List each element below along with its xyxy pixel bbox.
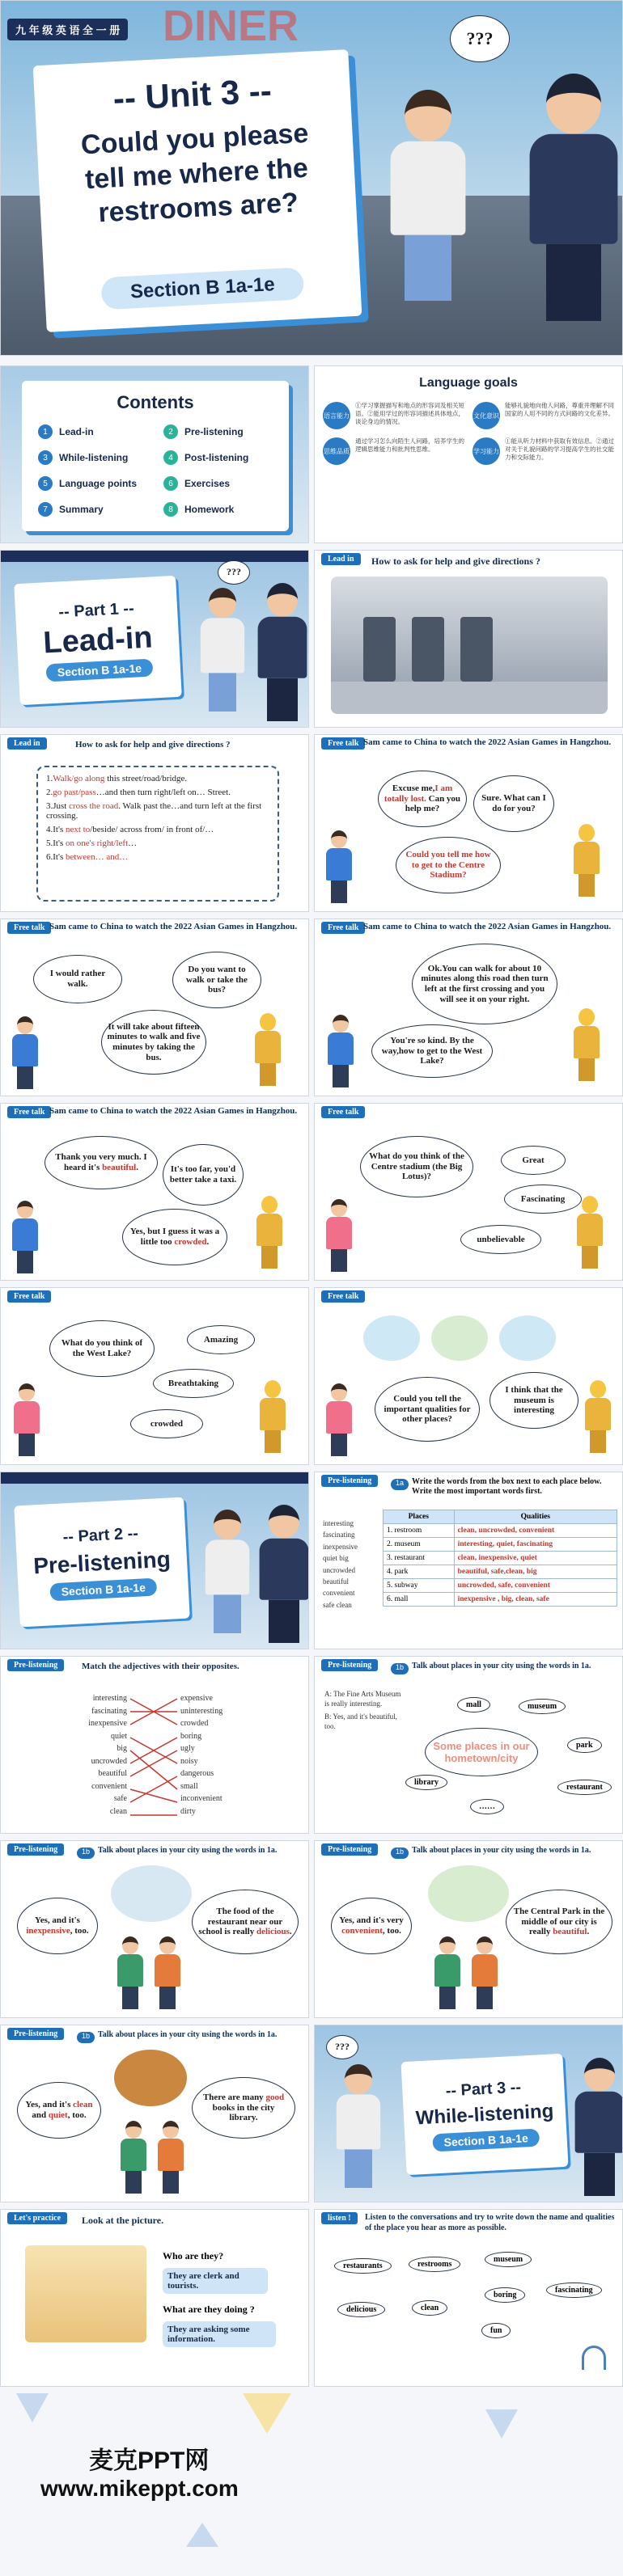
contents-label: Language points xyxy=(59,478,137,489)
ab-dialogue: A: The Fine Arts Museum is really interesting. B: Yes, and it's beautiful, too. xyxy=(324,1690,401,1731)
speech-bubble: Fascinating xyxy=(504,1185,582,1214)
goal-card xyxy=(323,402,464,429)
cover-title-card xyxy=(33,49,362,332)
goal-text: 能够礼貌地向他人问路，尊重并理解不同国家的人用不同的方式问路的文化差异。 xyxy=(505,402,614,418)
freetalk-slide-1 xyxy=(314,734,623,912)
police-figure xyxy=(252,583,309,721)
directions-box xyxy=(36,766,279,902)
word-chip: boring xyxy=(485,2287,525,2303)
girl-figure xyxy=(381,90,475,301)
goal-text: 通过学习怎么向陌生人问路，培养学生的逻辑思维能力和批判性思维。 xyxy=(355,437,464,454)
question-2: What are they doing ? xyxy=(163,2304,255,2315)
look-picture-slide xyxy=(0,2209,309,2387)
slide-tag: listen ! xyxy=(321,2212,358,2224)
student-figure xyxy=(468,1936,501,2009)
speech-bubble: I think that the museum is interesting xyxy=(490,1372,578,1429)
student-figure xyxy=(155,2121,187,2194)
word-chip: delicious xyxy=(337,2302,385,2317)
speech-bubble: I would rather walk. xyxy=(33,955,122,1003)
goals-title: Language goals xyxy=(419,376,518,390)
direction-line: 2.go past/pass…and then turn right/left on… Street. xyxy=(46,788,231,797)
contents-item[interactable] xyxy=(163,502,289,517)
left-words: interesting fascinating inexpensive quiet big uncrowded beautiful convenient safe clean xyxy=(88,1694,127,1816)
part3-slide xyxy=(314,2025,623,2202)
word-chip: restaurants xyxy=(334,2258,392,2274)
place-chip: restaurant xyxy=(557,1780,612,1795)
goal-head: 语言能力 xyxy=(323,402,350,429)
speech-bubble: crowded xyxy=(130,1409,203,1438)
goal-card xyxy=(323,437,464,465)
girl-figure xyxy=(331,2064,386,2188)
speech-bubble: Do you want to walk or take the bus? xyxy=(172,952,261,1008)
girl-figure xyxy=(195,588,250,712)
museum-icon xyxy=(431,1315,488,1361)
cover-question: Could you please tell me where the restrooms are? xyxy=(80,117,310,229)
top-banner xyxy=(1,1472,308,1484)
slide-tag: Let's practice xyxy=(7,2212,67,2224)
tourist-figure xyxy=(9,1201,41,1273)
table-row: 6. mall inexpensive , big, clean, safe xyxy=(384,1593,617,1607)
direction-line: 1.Walk/go along this street/road/bridge. xyxy=(46,774,188,783)
part-name: While-listening xyxy=(415,2100,554,2129)
table-row: 5. subway uncrowded, safe, convenient xyxy=(384,1579,617,1593)
talk-restaurant-slide xyxy=(0,1840,309,2018)
contents-item[interactable] xyxy=(38,450,163,465)
goal-head: 文化意识 xyxy=(473,402,500,429)
speech-bubble: Sure. What can I do for you? xyxy=(473,775,554,832)
part-card xyxy=(14,576,182,705)
restaurant-illustration xyxy=(111,1865,192,1922)
headphones-icon xyxy=(582,2346,606,2370)
place-chip: library xyxy=(405,1775,447,1790)
slide-tag: Pre-listening xyxy=(321,1843,378,1856)
goal-head: 思维品质 xyxy=(323,437,350,465)
place-chip: …… xyxy=(470,1799,504,1814)
slide-tag: Lead in xyxy=(321,553,361,565)
contents-num: 5 xyxy=(38,476,53,491)
goals-slide xyxy=(314,365,623,543)
slide-tag: Free talk xyxy=(321,1106,365,1118)
mascot-figure xyxy=(256,1380,289,1453)
place-icons xyxy=(363,1315,556,1361)
speech-bubble: Breathtaking xyxy=(153,1369,234,1398)
speech-bubble: There are many good books in the city library. xyxy=(192,2077,295,2139)
goal-text: ①能从听力材料中获取有效信息。②通过对关于礼貌问路的学习提高学生的社交能力和交际能力。 xyxy=(505,437,614,462)
part-number: -- Part 3 -- xyxy=(445,2078,522,2100)
slide-tag: Pre-listening xyxy=(321,1659,378,1671)
slide-title: Talk about places in your city using the words in 1a. xyxy=(98,2030,278,2039)
student-figure xyxy=(151,1936,184,2009)
tourist-figure xyxy=(324,1015,357,1087)
slide-tag: Free talk xyxy=(321,737,365,750)
contents-label: Summary xyxy=(59,504,104,515)
speech-bubble: Yes, but I guess it was a little too crowded. xyxy=(122,1209,227,1265)
part-name: Pre-listening xyxy=(32,1546,172,1578)
listen-slide xyxy=(314,2209,623,2387)
park-icon xyxy=(499,1315,556,1361)
task-number: 1a xyxy=(391,1479,409,1490)
speech-bubble: Could you tell the important qualities for other places? xyxy=(375,1377,480,1442)
mindmap-center: Some places in our hometown/city xyxy=(425,1728,538,1776)
word-chip: restrooms xyxy=(409,2257,460,2272)
match-slide xyxy=(0,1656,309,1834)
student-figure xyxy=(431,1936,464,2009)
slide-title: Look at the picture. xyxy=(82,2215,164,2226)
slide-title: How to ask for help and give directions ? xyxy=(371,555,540,567)
task-instruction: Write the words from the box next to each place below. Write the most important words first. xyxy=(412,1477,602,1496)
section-button: Section B 1a-1e xyxy=(100,267,304,310)
mascot-figure xyxy=(570,1008,603,1081)
place-chip: park xyxy=(567,1738,602,1753)
freetalk-slide-7 xyxy=(314,1287,623,1465)
direction-line: 3.Just cross the road. Walk past the…and turn left at the first crossing. xyxy=(46,801,262,821)
contents-item[interactable] xyxy=(163,450,289,465)
tourist-figure xyxy=(323,830,355,903)
part1-slide xyxy=(0,550,309,728)
top-banner xyxy=(1,551,308,562)
stadium-icon xyxy=(363,1315,420,1361)
freetalk-slide-3 xyxy=(314,918,623,1096)
teacher-figure xyxy=(11,1383,43,1456)
brand-name: 麦克PPT网 xyxy=(89,2447,210,2474)
slide-title: Sam came to China to watch the 2022 Asian Games in Hangzhou. xyxy=(363,922,612,931)
contents-num: 4 xyxy=(163,450,178,465)
direction-line: 5.It's on one's right/left… xyxy=(46,838,138,848)
contents-num: 8 xyxy=(163,502,178,517)
park-illustration xyxy=(428,1865,509,1922)
slide-tag: Pre-listening xyxy=(7,1659,64,1671)
contents-item[interactable] xyxy=(163,424,289,439)
speech-bubble: You're so kind. By the way,how to get to the West Lake? xyxy=(371,1024,493,1078)
part-card xyxy=(400,2054,568,2175)
footer xyxy=(0,2393,623,2576)
mascot-figure xyxy=(582,1380,614,1453)
speech-bubble: It's too far, you'd better take a taxi. xyxy=(163,1144,244,1206)
contents-num: 1 xyxy=(38,424,53,439)
student-figure xyxy=(114,1936,146,2009)
speech-bubble: What do you think of the Centre stadium (the Big Lotus)? xyxy=(360,1136,473,1197)
teacher-figure xyxy=(323,1199,355,1272)
speech-bubble: The food of the restaurant near our school is really delicious. xyxy=(192,1890,299,1954)
slide-tag: Free talk xyxy=(7,922,51,934)
contents-label: Post-listening xyxy=(184,452,249,463)
part-name: Lead-in xyxy=(42,620,154,661)
speech-bubble: Excuse me,I am totally lost. Can you help me? xyxy=(378,771,467,827)
speech-bubble: Amazing xyxy=(187,1325,255,1354)
speech-bubble: unbelievable xyxy=(460,1225,541,1254)
right-words: expensive uninteresting crowded boring ugly noisy dangerous small inconvenient dirty xyxy=(180,1694,223,1816)
slide-tag: Free talk xyxy=(7,1290,51,1303)
place-chip: mall xyxy=(457,1697,490,1712)
contents-label: Exercises xyxy=(184,478,231,489)
slide-title: How to ask for help and give directions ? xyxy=(75,740,231,750)
task-number: 1b xyxy=(391,1663,409,1674)
slide-tag: Free talk xyxy=(321,922,365,934)
contents-title: Contents xyxy=(117,392,194,412)
part-section: Section B 1a-1e xyxy=(45,659,153,682)
slide-tag: Lead in xyxy=(7,737,47,750)
library-illustration xyxy=(114,2050,187,2106)
part2-slide xyxy=(0,1472,309,1649)
task-number: 1b xyxy=(77,1848,95,1859)
part-number: -- Part 1 -- xyxy=(57,599,135,622)
speech-bubble: Great xyxy=(501,1146,566,1175)
speech-bubble: Yes, and it's inexpensive, too. xyxy=(17,1898,98,1954)
contents-label: Lead-in xyxy=(59,426,94,437)
speech-bubble: Could you tell me how to get to the Centre Stadium? xyxy=(396,837,501,893)
part-card xyxy=(14,1497,190,1628)
brand-url[interactable]: www.mikeppt.com xyxy=(40,2476,239,2501)
mascot-figure xyxy=(253,1196,286,1269)
slide-title: Sam came to China to watch the 2022 Asian Games in Hangzhou. xyxy=(49,922,298,931)
contents-item[interactable] xyxy=(163,476,289,491)
goal-card xyxy=(473,402,614,429)
table-row: 3. restaurant clean, inexpensive, quiet xyxy=(384,1552,617,1565)
answer-2: They are asking some information. xyxy=(163,2321,276,2347)
word-box: interesting fascinating inexpensive quiet big uncrowded beautiful convenient safe clean xyxy=(323,1519,358,1609)
mascot-figure xyxy=(252,1013,284,1086)
contents-num: 6 xyxy=(163,476,178,491)
speech-bubble: Thank you very much. I heard it's beautiful. xyxy=(44,1136,158,1189)
slide-title: Match the adjectives with their opposites. xyxy=(82,1662,239,1671)
speech-bubble: Yes, and it's very convenient, too. xyxy=(331,1898,412,1954)
talk-mindmap-slide xyxy=(314,1656,623,1834)
police-figure xyxy=(253,1505,309,1643)
slide-title: Talk about places in your city using the words in 1a. xyxy=(412,1846,591,1855)
speech-bubble: Ok.You can walk for about 10 minutes along this road then turn left at the first crossing and you will see it on your right. xyxy=(412,944,557,1024)
slide-tag: Free talk xyxy=(321,1290,365,1303)
table-row: 4. park beautiful, safe,clean, big xyxy=(384,1565,617,1579)
contents-grid xyxy=(38,424,289,517)
table-row: 2. museum interesting, quiet, fascinating xyxy=(384,1538,617,1552)
task-number: 1b xyxy=(77,2032,95,2043)
police-figure xyxy=(519,74,623,321)
speech-bubble: What do you think of the West Lake? xyxy=(49,1320,155,1377)
question-bubble: ??? xyxy=(218,560,250,585)
table-row: 1. restroom clean, uncrowded, convenient xyxy=(384,1524,617,1538)
contents-num: 2 xyxy=(163,424,178,439)
police-figure xyxy=(569,2058,623,2196)
slide-title: Sam came to China to watch the 2022 Asian Games in Hangzhou. xyxy=(49,1106,298,1116)
slide-title: Talk about places in your city using the words in 1a. xyxy=(412,1662,591,1670)
freetalk-slide-5 xyxy=(314,1103,623,1281)
student-figure xyxy=(117,2121,150,2194)
contents-num: 7 xyxy=(38,502,53,517)
contents-label: Homework xyxy=(184,504,235,515)
word-chip: clean xyxy=(412,2300,447,2316)
freetalk-slide-6 xyxy=(0,1287,309,1465)
speech-bubble: It will take about fifteen minutes to walk and five minutes by taking the bus. xyxy=(101,1010,206,1075)
goals-grid xyxy=(323,402,614,465)
direction-line: 6.It's between… and… xyxy=(46,852,129,862)
tourist-figure xyxy=(9,1016,41,1089)
teacher-figure xyxy=(323,1383,355,1456)
word-chip: fascinating xyxy=(546,2283,602,2298)
question-bubble: ??? xyxy=(326,2035,358,2059)
cover-slide xyxy=(0,0,623,356)
qualities-table: Places Qualities 1. restroom clean, uncrowded, convenient 2. museum interesting, quiet, fascinating 3. restaurant clean, inexpensive, quiet 4. park beautiful, safe,clean, big 5. subway uncrowded, safe, convenient 6. mall inexpensive , big, clean, safe xyxy=(383,1510,617,1607)
speech-bubble: Yes, and it's clean and quiet, too. xyxy=(17,2082,101,2139)
talk-library-slide xyxy=(0,2025,309,2202)
place-chip: museum xyxy=(519,1699,566,1714)
question-1: Who are they? xyxy=(163,2250,224,2261)
part-number: -- Part 2 -- xyxy=(62,1524,139,1546)
freetalk-slide-4 xyxy=(0,1103,309,1281)
slide-tag: Pre-listening xyxy=(7,1843,64,1856)
contents-item[interactable] xyxy=(38,502,163,517)
talk-park-slide xyxy=(314,1840,623,2018)
contents-label: Pre-listening xyxy=(184,426,244,437)
station-photo xyxy=(331,576,608,714)
slide-tag: Pre-listening xyxy=(7,2028,64,2040)
part-section: Section B 1a-1e xyxy=(432,2128,540,2152)
info-desk-picture xyxy=(25,2245,146,2342)
girl-figure xyxy=(200,1510,255,1633)
contents-item[interactable] xyxy=(38,476,163,491)
part-section: Section B 1a-1e xyxy=(49,1577,157,1601)
unit-label: -- Unit 3 -- xyxy=(112,71,273,118)
mascot-figure xyxy=(570,824,603,897)
contents-item[interactable] xyxy=(38,424,163,439)
word-chip: museum xyxy=(485,2252,532,2267)
goal-card xyxy=(473,437,614,465)
mascot-figure xyxy=(574,1196,606,1269)
goal-text: ①学习掌握描写和地点的形容词及相关短语。②能用学过的形容词描述具体地点，谈论身边的情况。 xyxy=(355,402,464,426)
slide-tag: Free talk xyxy=(7,1106,51,1118)
word-chip: fun xyxy=(481,2323,511,2338)
leadin-photo-slide xyxy=(314,550,623,728)
slide-title: Talk about places in your city using the words in 1a. xyxy=(98,1846,278,1855)
question-bubble: ??? xyxy=(450,15,510,62)
contents-label: While-listening xyxy=(59,452,129,463)
diner-sign: DINER xyxy=(163,2,299,50)
contents-card xyxy=(22,381,289,531)
pre-listening-table-slide xyxy=(314,1472,623,1649)
direction-line: 4.It's next to/beside/ across from/ in front of/… xyxy=(46,825,214,834)
contents-slide xyxy=(0,365,309,543)
task-number: 1b xyxy=(391,1848,409,1859)
slide-title: Listen to the conversations and try to write down the name and qualities of the place you hear as more as possible. xyxy=(365,2213,615,2232)
directions-slide xyxy=(0,734,309,912)
answer-1: They are clerk and tourists. xyxy=(163,2268,268,2294)
goal-head: 学习能力 xyxy=(473,437,500,465)
slide-tag: Pre-listening xyxy=(321,1475,378,1487)
freetalk-slide-2 xyxy=(0,918,309,1096)
speech-bubble: The Central Park in the middle of our city is really beautiful. xyxy=(506,1890,612,1954)
slide-title: Sam came to China to watch the 2022 Asian Games in Hangzhou. xyxy=(363,737,612,747)
grade-badge: 九 年 级 英 语 全 一 册 xyxy=(7,19,128,40)
contents-num: 3 xyxy=(38,450,53,465)
